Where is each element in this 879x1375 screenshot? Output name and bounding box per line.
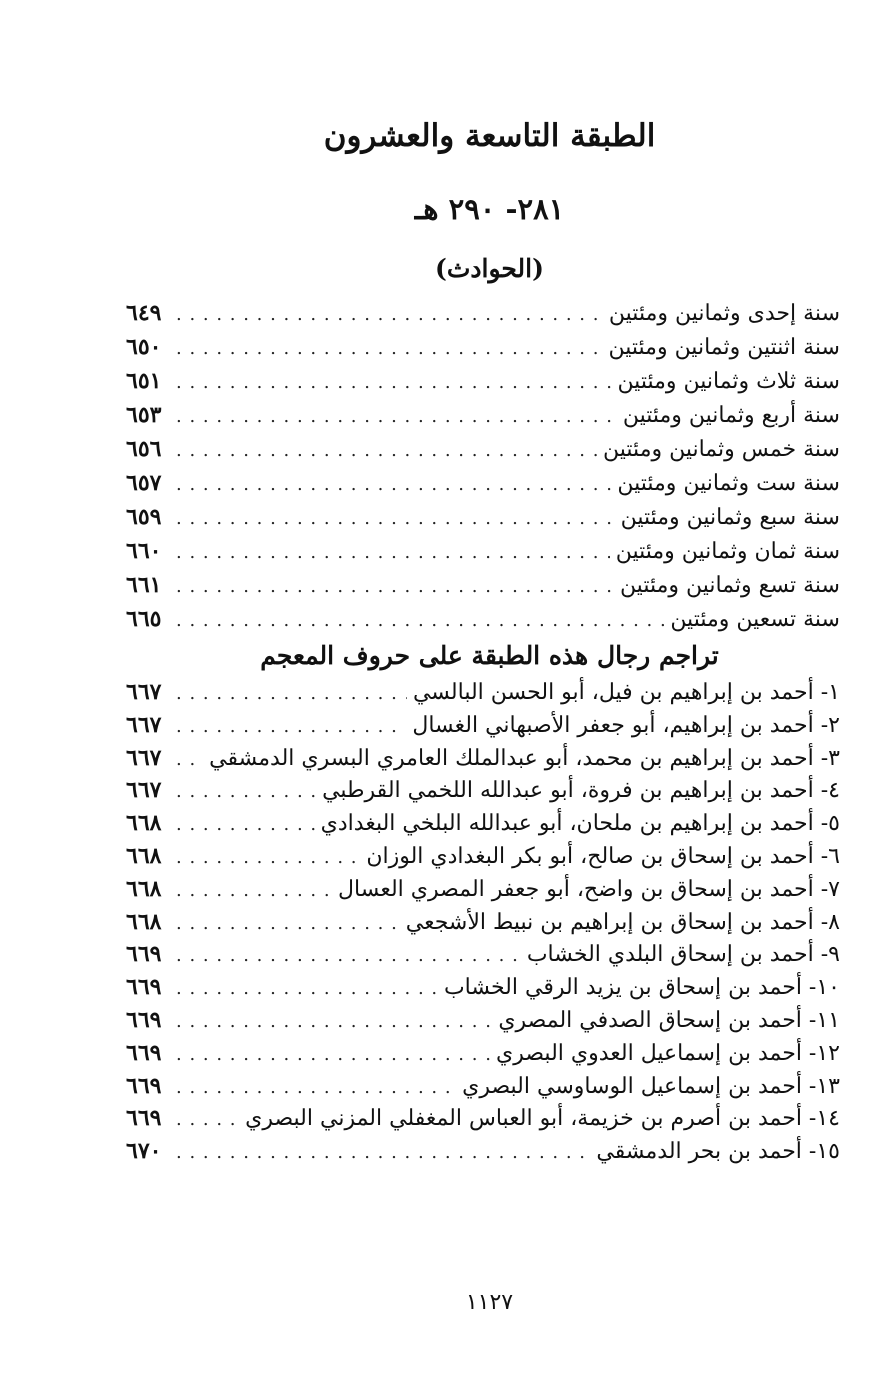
biography-entry-page: ٦٦٩ bbox=[126, 974, 162, 1001]
event-entry-page: ٦٦١ bbox=[126, 572, 162, 598]
event-entry bbox=[126, 398, 840, 432]
dot-leader bbox=[176, 809, 315, 842]
event-entry-label: سنة ثلاث وثمانين ومئتين bbox=[617, 369, 840, 394]
biography-entry bbox=[126, 774, 840, 807]
event-entry-label: سنة أربع وثمانين ومئتين bbox=[622, 403, 840, 428]
event-entry-label: سنة ثمان وثمانين ومئتين bbox=[615, 539, 840, 564]
biography-entry bbox=[126, 840, 840, 873]
biography-entry-page: ٦٦٧ bbox=[126, 711, 162, 738]
biography-entry-page: ٦٦٩ bbox=[126, 1105, 162, 1132]
event-entry-page: ٦٦٥ bbox=[126, 606, 162, 632]
page-number: ١١٢٧ bbox=[465, 1290, 514, 1315]
biography-entry-label: ٤- أحمد بن إبراهيم بن فروة، أبو عبدالله اللخمي القرطبي bbox=[322, 778, 840, 804]
dot-leader bbox=[176, 1137, 590, 1170]
dot-leader bbox=[176, 776, 316, 809]
dot-leader bbox=[176, 940, 521, 973]
event-entry bbox=[126, 432, 840, 466]
dot-leader bbox=[176, 908, 400, 941]
event-entry-label: سنة خمس وثمانين ومئتين bbox=[603, 437, 840, 462]
biography-entry bbox=[126, 873, 840, 906]
event-entry-label: سنة ست وثمانين ومئتين bbox=[617, 471, 840, 496]
dot-leader bbox=[176, 366, 611, 400]
biography-entry bbox=[126, 971, 840, 1004]
dot-leader bbox=[176, 1104, 239, 1137]
biography-entry-label: ١٢- أحمد بن إسماعيل العدوي البصري bbox=[496, 1040, 840, 1066]
biography-entry-page: ٦٦٨ bbox=[126, 875, 162, 902]
dot-leader bbox=[176, 434, 597, 468]
biography-entry bbox=[126, 906, 840, 939]
events-toc bbox=[126, 296, 840, 636]
event-entry bbox=[126, 330, 840, 364]
biography-entry-label: ١٠- أحمد بن إسحاق بن يزيد الرقي الخشاب bbox=[443, 975, 840, 1001]
biography-entry bbox=[126, 709, 840, 742]
biography-entry bbox=[126, 1102, 840, 1135]
biography-entry-page: ٦٦٧ bbox=[126, 679, 162, 705]
dot-leader bbox=[176, 842, 360, 875]
dot-leader bbox=[176, 536, 610, 570]
biography-entry-label: ١٤- أحمد بن أصرم بن خزيمة، أبو العباس المغفلي المزني البصري bbox=[245, 1106, 840, 1132]
biography-entry-label: ١١- أحمد بن إسحاق الصدفي المصري bbox=[498, 1007, 840, 1033]
biography-entry bbox=[126, 1135, 840, 1168]
dot-leader bbox=[176, 744, 203, 777]
event-entry-label: سنة إحدى وثمانين ومئتين bbox=[608, 301, 840, 326]
biography-entry-label: ٥- أحمد بن إبراهيم بن ملحان، أبو عبدالله البلخي البغدادي bbox=[320, 811, 840, 837]
event-entry bbox=[126, 364, 840, 398]
biography-entry-label: ٦- أحمد بن إسحاق بن صالح، أبو بكر البغدادي الوزان bbox=[366, 843, 840, 869]
year-range: ٢٨١- ٢٩٠ هـ bbox=[414, 192, 565, 226]
event-entry-page: ٦٤٩ bbox=[126, 300, 162, 326]
biography-entry-label: ٨- أحمد بن إسحاق بن إبراهيم بن نبيط الأشجعي bbox=[405, 909, 840, 935]
biography-entry-page: ٦٦٧ bbox=[126, 777, 162, 804]
dot-leader bbox=[176, 502, 615, 536]
biography-entry bbox=[126, 938, 840, 971]
biography-entry-page: ٦٦٨ bbox=[126, 810, 162, 837]
biographies-toc bbox=[126, 676, 840, 1168]
dot-leader bbox=[176, 1039, 490, 1072]
biography-entry-page: ٦٧٠ bbox=[126, 1138, 162, 1165]
biography-entry bbox=[126, 1004, 840, 1037]
biography-entry-label: ٢- أحمد بن إبراهيم، أبو جعفر الأصبهاني الغسال bbox=[412, 712, 840, 738]
biography-entry-page: ٦٦٨ bbox=[126, 908, 162, 935]
dot-leader bbox=[176, 400, 617, 434]
dot-leader bbox=[176, 332, 603, 366]
dot-leader bbox=[176, 875, 332, 908]
biography-entry-page: ٦٦٩ bbox=[126, 1006, 162, 1033]
biography-entry-label: ٩- أحمد بن إسحاق البلدي الخشاب bbox=[526, 942, 840, 968]
chapter-title: الطبقة التاسعة والعشرون bbox=[323, 118, 656, 154]
biography-entry bbox=[126, 1037, 840, 1070]
biography-entry-label: ٣- أحمد بن إبراهيم بن محمد، أبو عبدالملك العامري البسري الدمشقي bbox=[209, 745, 840, 771]
biography-entry bbox=[126, 676, 840, 709]
event-entry bbox=[126, 296, 840, 330]
biography-entry-page: ٦٦٨ bbox=[126, 842, 162, 869]
event-entry-page: ٦٥٣ bbox=[126, 402, 162, 428]
dot-leader bbox=[176, 604, 664, 638]
dot-leader bbox=[176, 298, 603, 332]
biographies-heading: تراجم رجال هذه الطبقة على حروف المعجم bbox=[260, 641, 719, 670]
event-entry-label: سنة سبع وثمانين ومئتين bbox=[620, 505, 840, 530]
dot-leader bbox=[176, 468, 611, 502]
dot-leader bbox=[176, 1072, 456, 1105]
event-entry bbox=[126, 500, 840, 534]
biography-entry-label: ١٥- أحمد بن بحر الدمشقي bbox=[596, 1139, 840, 1165]
event-entry-page: ٦٦٠ bbox=[126, 538, 162, 564]
dot-leader bbox=[176, 570, 614, 604]
event-entry-page: ٦٥٧ bbox=[126, 470, 162, 496]
event-entry bbox=[126, 602, 840, 636]
biography-entry-page: ٦٦٩ bbox=[126, 941, 162, 968]
dot-leader bbox=[176, 973, 438, 1006]
biography-entry-page: ٦٦٩ bbox=[126, 1039, 162, 1066]
biography-entry-page: ٦٦٧ bbox=[126, 744, 162, 771]
biography-entry-page: ٦٦٩ bbox=[126, 1072, 162, 1099]
dot-leader bbox=[176, 678, 407, 711]
event-entry-page: ٦٥١ bbox=[126, 368, 162, 394]
biography-entry-label: ٧- أحمد بن إسحاق بن واضح، أبو جعفر المصري العسال bbox=[338, 876, 840, 902]
events-heading: (الحوادث) bbox=[435, 254, 544, 283]
dot-leader bbox=[176, 1006, 492, 1039]
biography-entry-label: ١- أحمد بن إبراهيم بن فيل، أبو الحسن البالسي bbox=[412, 680, 840, 705]
biography-entry bbox=[126, 742, 840, 775]
dot-leader bbox=[176, 711, 406, 744]
event-entry bbox=[126, 466, 840, 500]
event-entry bbox=[126, 534, 840, 568]
event-entry-label: سنة تسعين ومئتين bbox=[670, 607, 840, 632]
event-entry-page: ٦٥٩ bbox=[126, 504, 162, 530]
biography-entry bbox=[126, 1070, 840, 1103]
biography-entry bbox=[126, 807, 840, 840]
event-entry-page: ٦٥٦ bbox=[126, 436, 162, 462]
biography-entry-label: ١٣- أحمد بن إسماعيل الوساوسي البصري bbox=[462, 1073, 840, 1099]
event-entry bbox=[126, 568, 840, 602]
event-entry-label: سنة تسع وثمانين ومئتين bbox=[619, 573, 840, 598]
event-entry-label: سنة اثنتين وثمانين ومئتين bbox=[608, 335, 840, 360]
event-entry-page: ٦٥٠ bbox=[126, 334, 162, 360]
